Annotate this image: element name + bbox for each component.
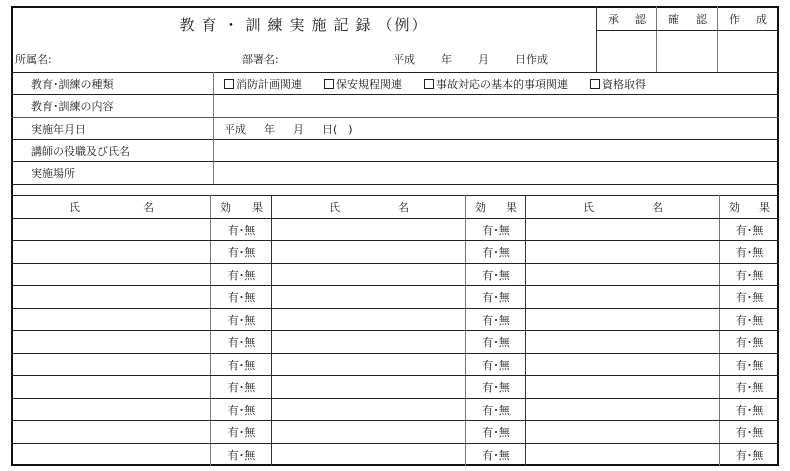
attendee-name-field[interactable]	[527, 309, 719, 330]
attendee-name-field[interactable]	[527, 399, 719, 420]
attendee-effect-field[interactable]: 有･無	[735, 335, 764, 349]
attendee-effect-field[interactable]: 有･無	[482, 425, 510, 439]
header-effect: 効 果	[729, 201, 770, 214]
attendee-effect-field[interactable]: 有･無	[227, 425, 256, 439]
attendee-name-field[interactable]	[13, 421, 210, 442]
approval-divider	[596, 6, 597, 72]
attendee-effect-field[interactable]: 有･無	[482, 448, 510, 462]
attendee-name-field[interactable]	[273, 264, 465, 285]
attendee-name-field[interactable]	[527, 376, 719, 397]
attendee-effect-field[interactable]: 有･無	[735, 358, 764, 372]
approval-header-create: 作 成	[729, 13, 767, 26]
attendee-effect-field[interactable]: 有･無	[735, 448, 764, 462]
approval-divider	[717, 6, 718, 72]
attendee-name-field[interactable]	[273, 354, 465, 375]
label-instructor: 講師の役職及び氏名	[31, 144, 130, 158]
option-safety-regulations[interactable]: 保安規程関連	[324, 76, 402, 92]
attendee-name-field[interactable]	[273, 241, 465, 262]
label-training-content: 教育･訓練の内容	[31, 100, 114, 113]
attendee-effect-field[interactable]: 有･無	[227, 290, 256, 304]
attendee-name-field[interactable]	[273, 376, 465, 397]
create-stamp-field[interactable]	[719, 31, 777, 72]
title-main: 教育・訓練実施記録	[179, 16, 378, 34]
attendee-effect-field[interactable]: 有･無	[735, 425, 764, 439]
attendee-effect-field[interactable]: 有･無	[482, 358, 510, 372]
attendee-effect-field[interactable]: 有･無	[482, 245, 510, 259]
approval-header-approve: 承 認	[608, 13, 646, 26]
attendee-name-field[interactable]	[13, 354, 210, 375]
attendee-effect-field[interactable]: 有･無	[227, 380, 256, 394]
checkbox-icon[interactable]	[324, 79, 334, 89]
attendee-name-field[interactable]	[273, 444, 465, 465]
attendee-name-field[interactable]	[13, 444, 210, 465]
info-column-divider	[213, 72, 214, 184]
attendee-name-field[interactable]	[527, 219, 719, 240]
training-type-options	[215, 73, 775, 94]
label-implementation-date: 実施年月日	[31, 122, 86, 136]
attendee-name-field[interactable]	[273, 421, 465, 442]
header-name: 氏 名	[583, 201, 663, 214]
attendee-effect-field[interactable]: 有･無	[227, 268, 256, 282]
attendee-name-field[interactable]	[273, 219, 465, 240]
attendee-effect-field[interactable]: 有･無	[227, 245, 256, 259]
attendee-effect-field[interactable]: 有･無	[227, 448, 256, 462]
attendee-name-field[interactable]	[13, 309, 210, 330]
attendee-effect-field[interactable]: 有･無	[227, 358, 256, 372]
created-year: 年	[441, 53, 452, 66]
attendee-name-field[interactable]	[13, 219, 210, 240]
label-location: 実施場所	[31, 167, 75, 180]
attendee-effect-field[interactable]: 有･無	[482, 313, 510, 327]
affiliation-label: 所属名:	[15, 53, 52, 66]
label-training-type: 教育･訓練の種類	[31, 77, 114, 91]
attendee-name-field[interactable]	[527, 354, 719, 375]
approve-stamp-field[interactable]	[598, 31, 656, 72]
attendee-effect-field[interactable]: 有･無	[482, 335, 510, 349]
created-date	[393, 51, 548, 67]
attendee-effect-field[interactable]: 有･無	[735, 223, 764, 237]
attendee-effect-field[interactable]: 有･無	[482, 268, 510, 282]
attendee-effect-field[interactable]: 有･無	[735, 403, 764, 417]
attendee-effect-field[interactable]: 有･無	[482, 223, 510, 237]
attendee-name-field[interactable]	[527, 241, 719, 262]
attendee-name-field[interactable]	[273, 309, 465, 330]
instructor-field[interactable]	[215, 140, 775, 161]
attendee-name-field[interactable]	[13, 286, 210, 307]
attendee-effect-field[interactable]: 有･無	[735, 290, 764, 304]
attendee-name-field[interactable]	[527, 331, 719, 352]
form-title	[11, 14, 597, 35]
confirm-stamp-field[interactable]	[658, 31, 717, 72]
attendee-effect-field[interactable]: 有･無	[735, 380, 764, 394]
training-content-field[interactable]	[215, 95, 775, 117]
header-effect: 効 果	[220, 201, 263, 214]
attendee-effect-field[interactable]: 有･無	[482, 403, 510, 417]
attendee-effect-field[interactable]: 有･無	[227, 313, 256, 327]
created-day: 日作成	[515, 53, 548, 66]
attendee-effect-field[interactable]: 有･無	[227, 335, 256, 349]
location-field[interactable]	[215, 162, 775, 184]
checkbox-icon[interactable]	[224, 79, 234, 89]
attendee-effect-field[interactable]: 有･無	[735, 245, 764, 259]
attendee-name-field[interactable]	[13, 376, 210, 397]
attendee-effect-field[interactable]: 有･無	[735, 313, 764, 327]
attendee-name-field[interactable]	[273, 286, 465, 307]
created-era: 平成	[393, 53, 415, 66]
header-effect: 効 果	[475, 201, 517, 214]
divider	[11, 184, 779, 185]
title-suffix: （例）	[377, 16, 429, 34]
option-qualification[interactable]: 資格取得	[590, 76, 646, 92]
department-label: 部署名:	[242, 53, 279, 66]
attendee-name-field[interactable]	[13, 399, 210, 420]
implementation-date-field[interactable]: 平成 年 月 日( )	[224, 122, 353, 136]
checkbox-icon[interactable]	[424, 79, 434, 89]
attendee-effect-field[interactable]: 有･無	[227, 223, 256, 237]
attendee-name-field[interactable]	[273, 331, 465, 352]
attendee-name-field[interactable]	[13, 241, 210, 262]
attendee-effect-field[interactable]: 有･無	[227, 403, 256, 417]
option-fire-plan[interactable]: 消防計画関連	[224, 76, 302, 92]
approval-header-confirm: 確 認	[668, 13, 707, 26]
option-accident-response[interactable]: 事故対応の基本的事項関連	[424, 76, 568, 92]
attendee-name-field[interactable]	[527, 286, 719, 307]
attendee-name-field[interactable]	[13, 331, 210, 352]
checkbox-icon[interactable]	[590, 79, 600, 89]
created-month: 月	[478, 53, 489, 66]
attendee-name-field[interactable]	[527, 444, 719, 465]
attendee-effect-field[interactable]: 有･無	[482, 380, 510, 394]
attendee-name-field[interactable]	[527, 421, 719, 442]
attendee-effect-field[interactable]: 有･無	[735, 268, 764, 282]
attendee-name-field[interactable]	[13, 264, 210, 285]
attendee-name-field[interactable]	[273, 399, 465, 420]
attendee-name-field[interactable]	[527, 264, 719, 285]
approval-divider	[656, 6, 657, 72]
header-name: 氏 名	[329, 201, 409, 214]
attendee-effect-field[interactable]: 有･無	[482, 290, 510, 304]
header-name: 氏 名	[69, 201, 154, 214]
